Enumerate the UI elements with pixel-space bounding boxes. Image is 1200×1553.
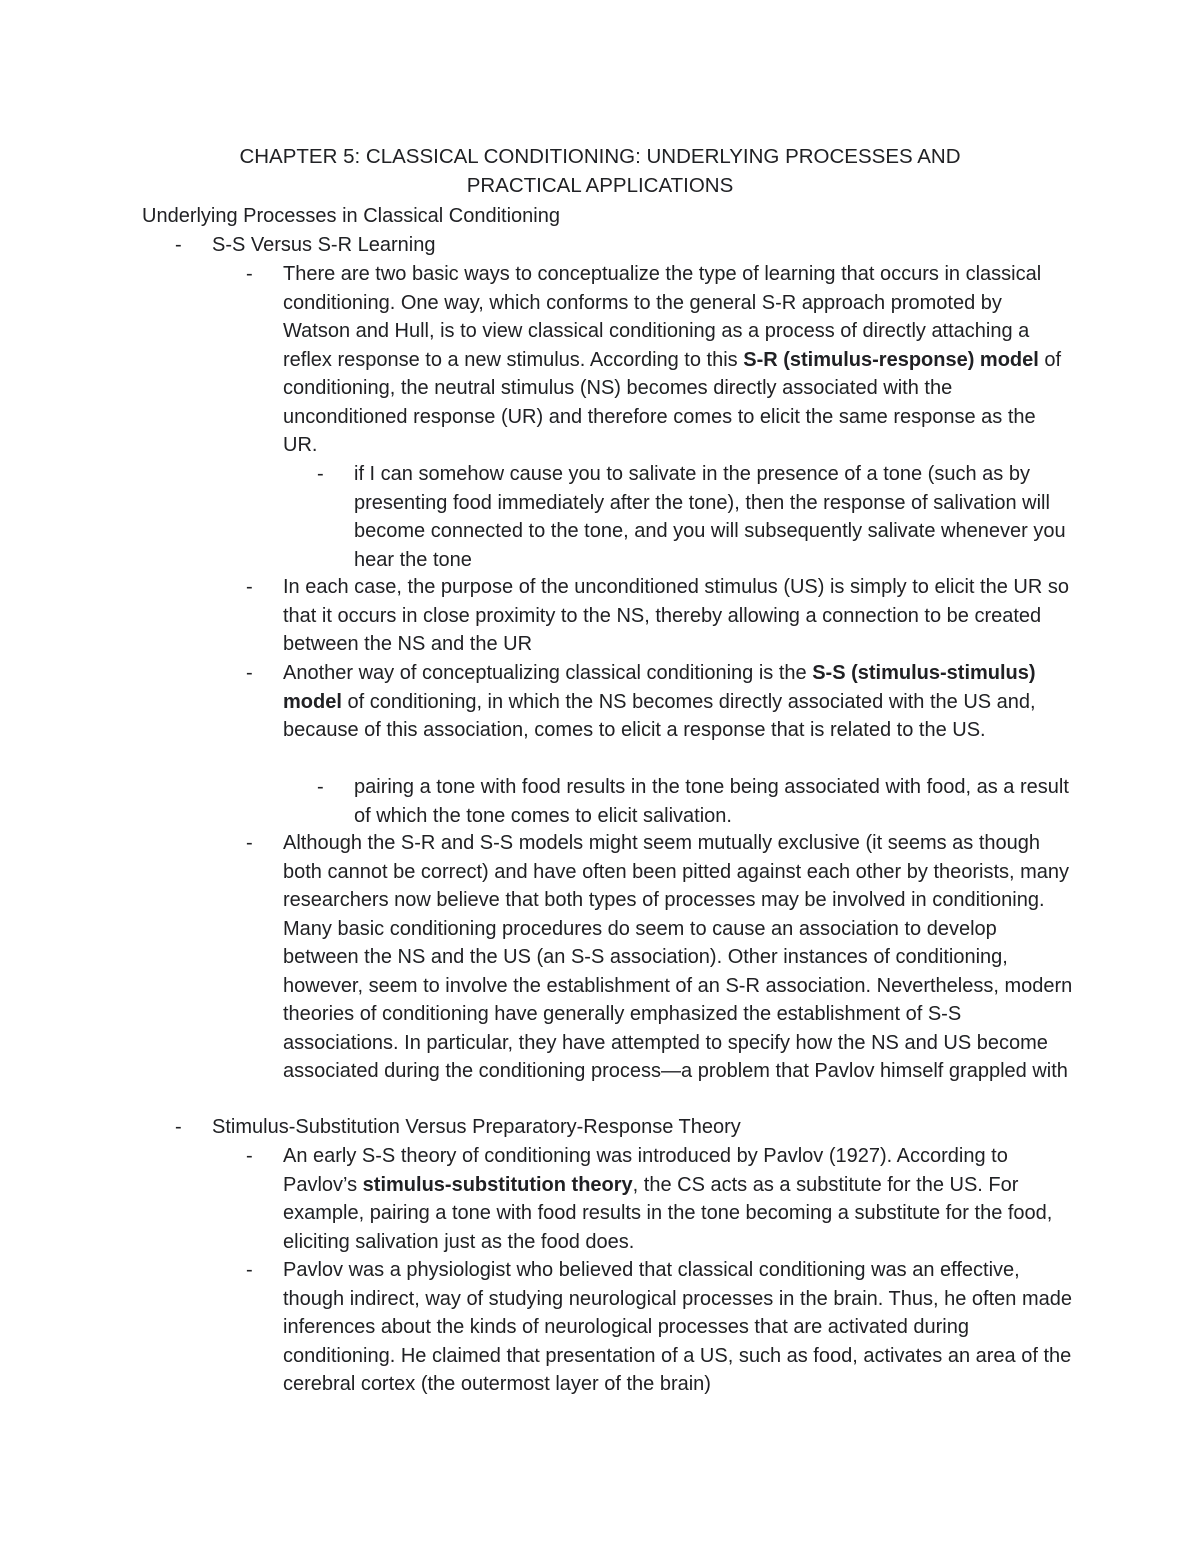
term-ss-model: S-S (stimulus-stimulus) model [283, 662, 1036, 713]
bullet-dash: - [246, 263, 253, 285]
bullet-dash: - [317, 776, 324, 798]
paragraph-text: An early S-S theory of conditioning was introduced by Pavlov (1927). According to Pavlov’s [283, 1145, 1008, 1196]
list-item [317, 773, 1074, 830]
list-item [246, 659, 1073, 745]
bullet-dash: - [317, 463, 324, 485]
paragraph-text: of conditioning, in which the NS becomes directly associated with the US and, because of this association, comes to elicit a response that is related to the US. [283, 690, 1036, 741]
list-item [317, 460, 1074, 574]
paragraph-pavlov-physiologist: Pavlov was a physiologist who believed that classical conditioning was an effective, though indirect, way of studying neurological processes in the brain. Thus, he often made inferences about the kinds of neurological processes that are activated during conditioning. He claimed that presentation of a US, such as food, activates an area of the cerebral cortex (the outermost layer of the brain) [283, 1259, 1072, 1395]
example-pairing: pairing a tone with food results in the tone being associated with food, as a result of which the tone comes to elicit salivation. [354, 776, 1069, 827]
list-item [246, 829, 1073, 1086]
bullet-dash: - [246, 576, 253, 598]
subsection-ss-vs-sr [175, 231, 1112, 260]
example-salivate: if I can somehow cause you to salivate in the presence of a tone (such as by presenting food immediately after the tone), then the response of salivation will become connected to the tone, and you will subsequently salivate whenever you hear the tone [354, 463, 1066, 571]
term-sr-model: S-R (stimulus-response) model [743, 348, 1039, 371]
chapter-title-line1: CHAPTER 5: CLASSICAL CONDITIONING: UNDERLYING PROCESSES AND [239, 145, 961, 168]
chapter-title-line2: PRACTICAL APPLICATIONS [466, 174, 734, 197]
term-stimulus-substitution: stimulus-substitution theory [362, 1173, 633, 1196]
subsection-title: Stimulus-Substitution Versus Preparatory-Response Theory [212, 1116, 741, 1138]
bullet-dash: - [175, 234, 182, 256]
bullet-dash: - [246, 1145, 253, 1167]
list-item [246, 573, 1073, 659]
subsection-stimulus-substitution [175, 1113, 1112, 1142]
paragraph-text: of conditioning, the neutral stimulus (NS) becomes directly associated with the unconditioned response (UR) and therefore comes to elicit the same response as the UR. [283, 348, 1062, 456]
bullet-dash: - [175, 1116, 182, 1138]
paragraph-both-models: Although the S-R and S-S models might seem mutually exclusive (it seems as though both cannot be correct) and have often been pitted against each other by theorists, many researchers now believe that both types of processes may be involved in conditioning. Many basic conditioning procedures do seem to cause an association to develop between the NS and the US (an S-S association). Other instances of conditioning, however, seem to involve the establishment of an S-R association. Nevertheless, modern theories of conditioning have generally emphasized the establishment of S-S associations. In particular, they have attempted to specify how the NS and US become associated during the conditioning process—a problem that Pavlov himself grappled with [283, 832, 1073, 1082]
paragraph-pavlov-theory [283, 1142, 1073, 1256]
bullet-dash: - [246, 662, 253, 684]
paragraph-us-purpose: In each case, the purpose of the unconditioned stimulus (US) is simply to elicit the UR so that it occurs in close proximity to the NS, thereby allowing a connection to be created between the NS and the UR [283, 576, 1069, 655]
paragraph-text: , the CS acts as a substitute for the US. For example, pairing a tone with food results in the tone becoming a substitute for the food, eliciting salivation just as the food does. [283, 1173, 1053, 1253]
chapter-title [100, 142, 1100, 200]
paragraph-text: There are two basic ways to conceptualize the type of learning that occurs in classical conditioning. One way, which conforms to the general S-R approach promoted by Watson and Hull, is to view classical conditioning as a process of directly attaching a reflex response to a new stimulus. According to this [283, 263, 1042, 371]
paragraph-ss-model [283, 659, 1073, 745]
bullet-dash: - [246, 1259, 253, 1281]
list-item [246, 260, 1073, 460]
bullet-dash: - [246, 832, 253, 854]
paragraph-sr-model [283, 260, 1073, 460]
list-item [246, 1142, 1073, 1256]
list-item [246, 1256, 1073, 1399]
subsection-title: S-S Versus S-R Learning [212, 234, 436, 256]
paragraph-text: Another way of conceptualizing classical conditioning is the [283, 662, 813, 684]
section-heading: Underlying Processes in Classical Conditioning [142, 205, 560, 227]
